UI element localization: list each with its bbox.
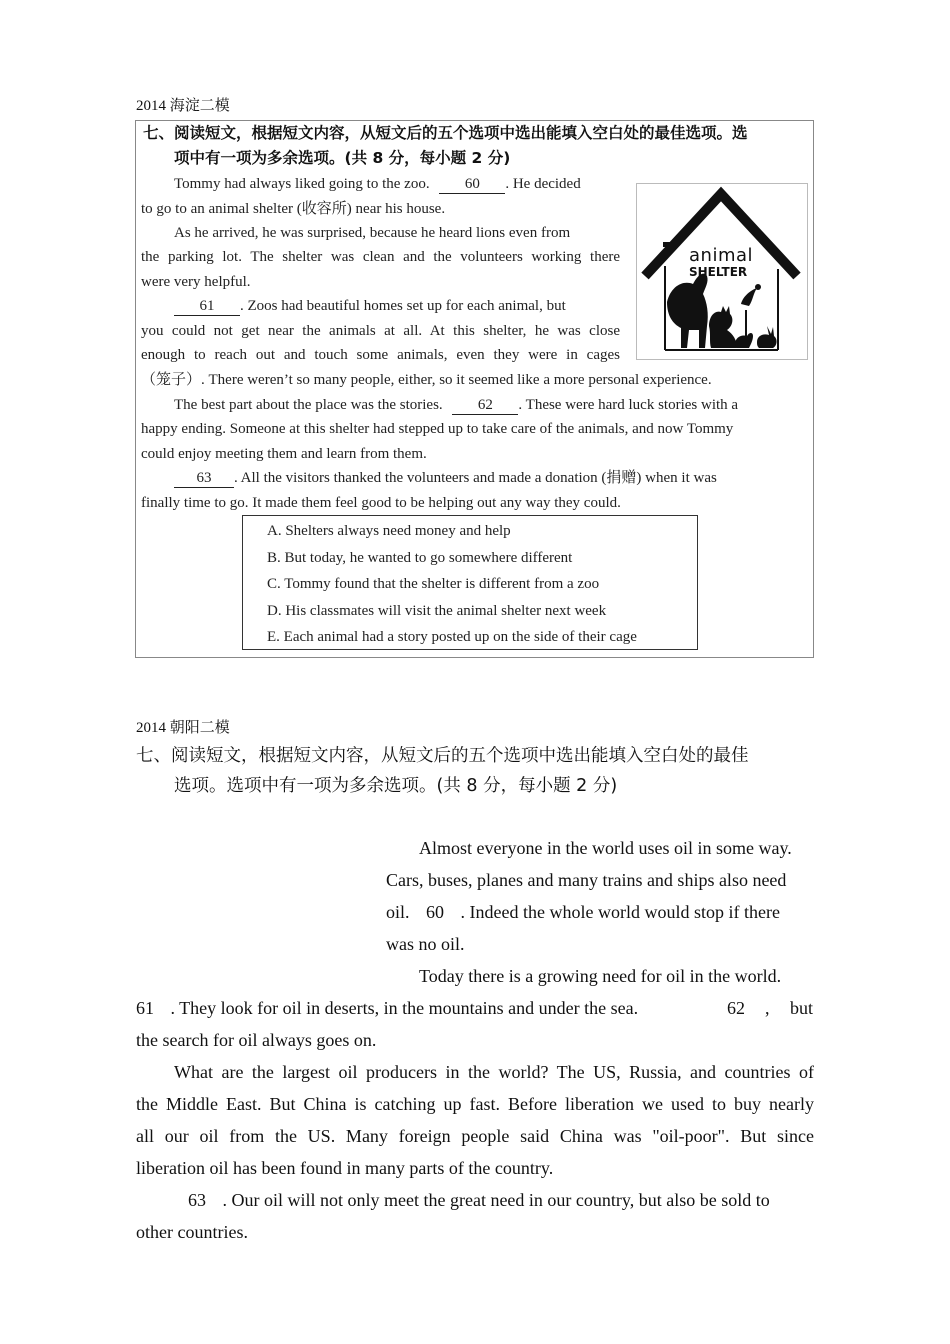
p1-line2: to go to an animal shelter (收容所) near his house. — [141, 201, 446, 217]
option-c: C. Tommy found that the shelter is different from a zoo — [267, 576, 600, 592]
p2b-line2 — [136, 992, 638, 1024]
section2-heading-line1: 七、阅读短文，根据短文内容，从短文后的五个选项中选出能填入空白处的最佳 — [136, 746, 749, 766]
logo-word-animal: animal — [689, 245, 754, 266]
blank-61: 61 — [136, 998, 154, 1018]
p3-text: . Zoos had beautiful homes set up for each animal, but — [240, 298, 566, 314]
p2a-line4: was no oil. — [386, 934, 465, 954]
p5-line2: finally time to go. It made them feel good to be helping out any way they could. — [141, 495, 621, 511]
p2a-line2: Cars, buses, planes and many trains and ships also need — [386, 870, 787, 890]
section1-heading-line1: 七、阅读短文，根据短文内容，从短文后的五个选项中选出能填入空白处的最佳选项。选 — [143, 124, 748, 142]
p2b-text-a: . They look for oil in deserts, in the mountains and under the sea. — [170, 998, 639, 1018]
p2c-line4: liberation oil has been found in many parts of the country. — [136, 1158, 554, 1178]
option-d: D. His classmates will visit the animal shelter next week — [267, 603, 607, 619]
p2a-line3 — [386, 896, 780, 928]
animal-shelter-logo — [636, 183, 808, 360]
p2d-line1 — [188, 1184, 770, 1216]
p2a-line1: Almost everyone in the world uses oil in some way. — [419, 838, 792, 858]
p2c-line3: all our oil from the US. Many foreign people said China was "oil-poor". But since — [136, 1126, 814, 1146]
p3-line4: （笼子）. There weren’t so many people, either, so it seemed like a more personal experience. — [141, 372, 712, 388]
p3-line1 — [174, 294, 566, 319]
section1-heading-line2: 项中有一项为多余选项。(共 8 分，每小题 2 分) — [174, 149, 511, 167]
blank-60: 60 — [439, 176, 505, 194]
p5-line1 — [174, 466, 717, 491]
options-box — [242, 515, 698, 650]
p4-line1 — [174, 393, 738, 418]
p4-text-b: . These were hard luck stories with a — [518, 397, 739, 413]
p2-line1: As he arrived, he was surprised, because he heard lions even from — [174, 225, 571, 241]
blank-61: 61 — [174, 298, 240, 316]
p4-text-a: The best part about the place was the stories. — [174, 397, 443, 413]
p3-line2: you could not get near the animals at all. At this shelter, he was close — [141, 323, 620, 339]
p5-text: . All the visitors thanked the volunteers and made a donation (捐赠) when it was — [234, 470, 717, 486]
p2b-line3: the search for oil always goes on. — [136, 1030, 377, 1050]
blank-62: 62 — [727, 998, 745, 1018]
blank-62: 62 — [452, 397, 518, 415]
p2c-line2: the Middle East. But China is catching up fast. Before liberation we used to buy nearly — [136, 1094, 814, 1114]
p2b-comma: , — [765, 998, 770, 1018]
logo-word-shelter: SHELTER — [689, 265, 748, 279]
p2-line3: were very helpful. — [141, 274, 251, 290]
option-e: E. Each animal had a story posted up on the side of their cage — [267, 629, 637, 645]
p2b-line1: Today there is a growing need for oil in the world. — [419, 966, 782, 986]
p2d-line2: other countries. — [136, 1222, 248, 1242]
p1-line1 — [174, 172, 581, 197]
p1-text-b: . He decided — [505, 176, 581, 192]
blank-63: 63 — [188, 1190, 206, 1210]
p2a-text-b: . Indeed the whole world would stop if there — [460, 902, 780, 922]
p2c-line1: What are the largest oil producers in the world? The US, Russia, and countries of — [174, 1062, 814, 1082]
p1-text-a: Tommy had always liked going to the zoo. — [174, 176, 430, 192]
p2-line2: the parking lot. The shelter was clean and the volunteers working there — [141, 249, 620, 265]
p2b-but: but — [790, 998, 814, 1018]
blank-63: 63 — [174, 470, 234, 488]
p3-line3: enough to reach out and touch some animals, even they were in cages — [141, 347, 620, 363]
p2a-text-a: oil. — [386, 902, 410, 922]
p4-line3: could enjoy meeting them and learn from them. — [141, 446, 427, 462]
p2d-text: . Our oil will not only meet the great need in our country, but also be sold to — [222, 1190, 770, 1210]
option-b: B. But today, he wanted to go somewhere different — [267, 550, 573, 566]
section2-heading-line2: 选项。选项中有一项为多余选项。(共 8 分，每小题 2 分) — [174, 776, 618, 796]
option-a: A. Shelters always need money and help — [267, 523, 511, 539]
p4-line2: happy ending. Someone at this shelter had stepped up to take care of the animals, and now Tommy — [141, 421, 734, 437]
blank-60: 60 — [426, 902, 445, 922]
section2-label: 2014 朝阳二模 — [136, 720, 230, 736]
section1-label: 2014 海淀二模 — [136, 98, 230, 114]
